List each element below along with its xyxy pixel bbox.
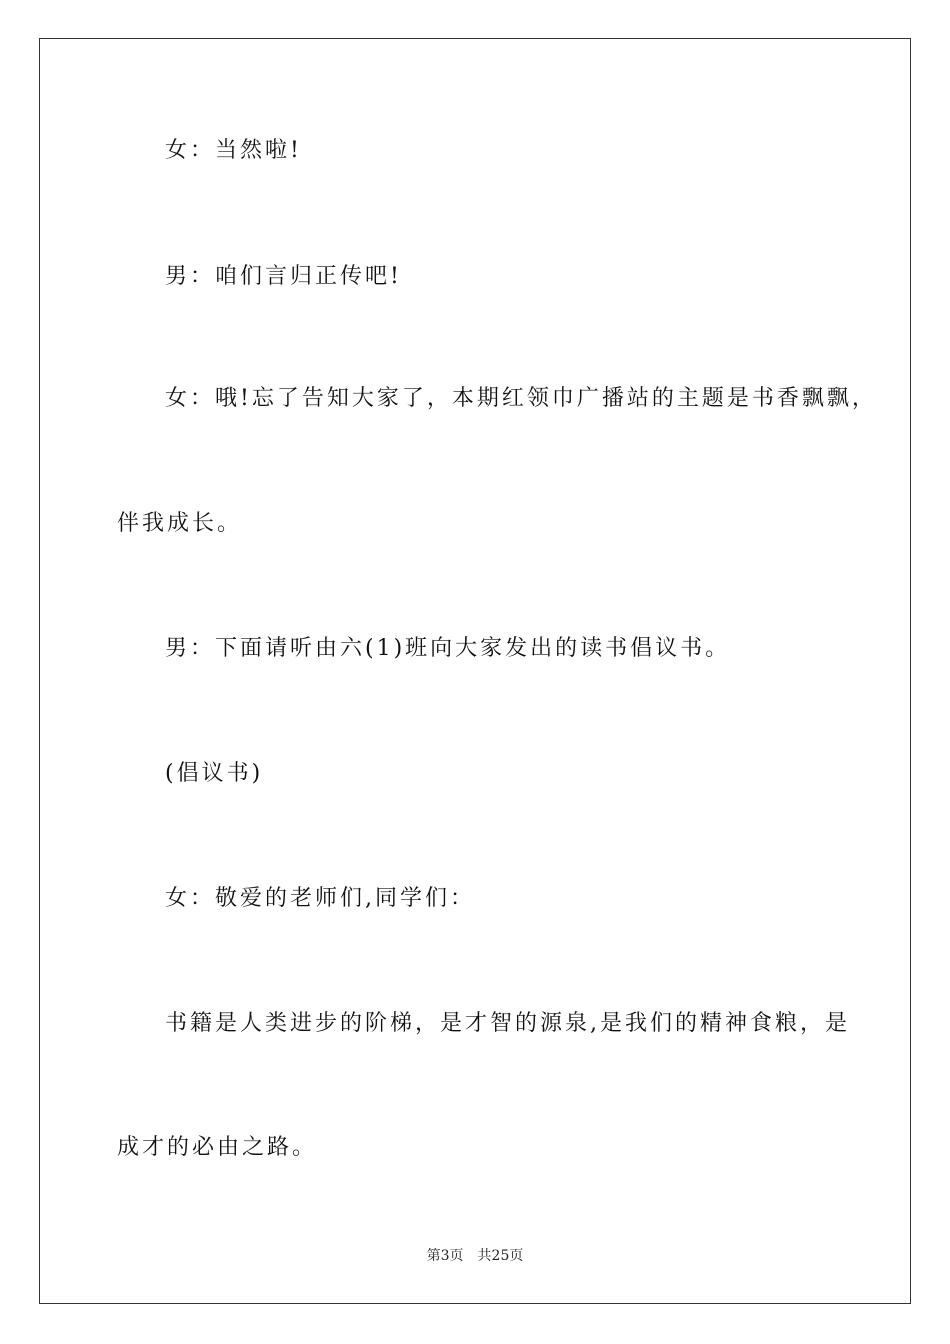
paragraph: 男：咱们言归正传吧! [165, 264, 402, 289]
paragraph: 女：敬爱的老师们,同学们： [165, 886, 475, 911]
page-number: 第3页 [426, 1248, 464, 1264]
page-border [39, 38, 911, 1304]
paragraph: 女：当然啦! [165, 138, 302, 163]
paragraph: (倡议书) [165, 761, 264, 786]
page-total: 共25页 [477, 1248, 524, 1264]
paragraph: 书籍是人类进步的阶梯，是才智的源泉,是我们的精神食粮，是 [165, 1011, 850, 1036]
paragraph: 男：下面请听由六(1)班向大家发出的读书倡议书。 [165, 636, 731, 661]
paragraph: 女：哦!忘了告知大家了，本期红领巾广播站的主题是书香飘飘， [165, 386, 877, 411]
paragraph-continuation: 成才的必由之路。 [117, 1135, 318, 1160]
paragraph-continuation: 伴我成长。 [117, 511, 243, 536]
page-footer [0, 1246, 950, 1266]
